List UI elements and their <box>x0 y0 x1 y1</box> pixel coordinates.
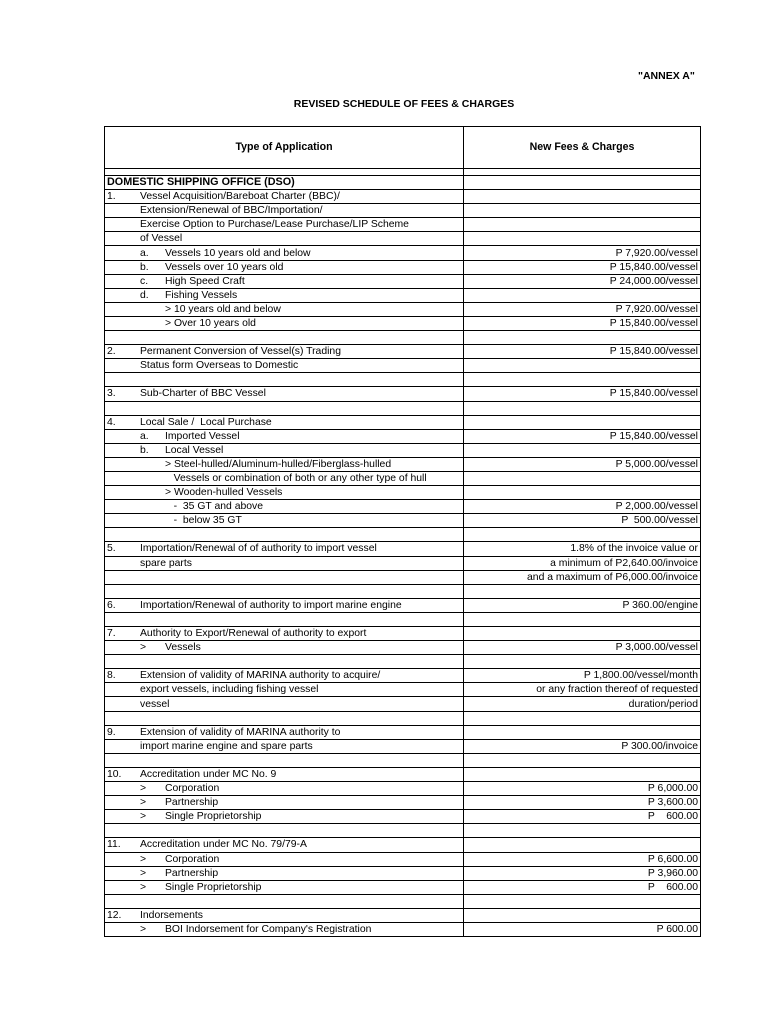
application-cell <box>105 500 464 514</box>
fee-cell <box>464 711 701 725</box>
table-row <box>105 302 701 316</box>
application-cell <box>105 556 464 570</box>
table-row <box>105 767 701 781</box>
table-row <box>105 655 701 669</box>
application-cell <box>105 753 464 767</box>
fee-cell <box>464 838 701 852</box>
table-row <box>105 810 701 824</box>
item-text: Extension of validity of MARINA authority to <box>140 726 341 738</box>
fee-cell <box>464 908 701 922</box>
spacer-row <box>105 169 701 176</box>
application-cell <box>105 894 464 908</box>
item-number: 5. <box>107 543 116 555</box>
fee-cell <box>464 204 701 218</box>
item-number: 3. <box>107 388 116 400</box>
table-row <box>105 415 701 429</box>
fee-cell: P 600.00 <box>464 810 701 824</box>
fee-cell <box>464 373 701 387</box>
item-text: spare parts <box>140 557 192 569</box>
item-text: > <box>140 811 147 823</box>
application-cell <box>105 443 464 457</box>
application-cell <box>105 359 464 373</box>
annex-label: "ANNEX A" <box>638 70 695 82</box>
fee-cell <box>464 528 701 542</box>
item-text: > <box>140 853 147 865</box>
item-text: Sub-Charter of BBC Vessel <box>140 388 266 400</box>
application-cell <box>105 204 464 218</box>
fee-cell <box>464 627 701 641</box>
application-cell <box>105 866 464 880</box>
sub-item-text: > Steel-hulled/Aluminum-hulled/Fiberglass-hulled <box>165 458 392 470</box>
table-row <box>105 584 701 598</box>
table-row <box>105 528 701 542</box>
application-cell <box>105 782 464 796</box>
table-row <box>105 204 701 218</box>
table-row <box>105 880 701 894</box>
application-cell <box>105 711 464 725</box>
application-cell <box>105 739 464 753</box>
fee-cell: P 2,000.00/vessel <box>464 500 701 514</box>
item-text: of Vessel <box>140 233 183 245</box>
application-cell <box>105 514 464 528</box>
table-row <box>105 316 701 330</box>
sub-item-text: > Over 10 years old <box>165 317 256 329</box>
section-row <box>105 176 701 190</box>
application-cell <box>105 429 464 443</box>
table-row <box>105 373 701 387</box>
application-cell <box>105 260 464 274</box>
application-cell <box>105 218 464 232</box>
application-cell <box>105 401 464 415</box>
sub-item-text: Single Proprietorship <box>165 811 262 823</box>
item-text: a. <box>140 247 149 259</box>
fee-cell: P 6,000.00 <box>464 782 701 796</box>
item-text: Accreditation under MC No. 79/79-A <box>140 839 307 851</box>
fee-cell: 1.8% of the invoice value or <box>464 542 701 556</box>
fee-cell: P 300.00/invoice <box>464 739 701 753</box>
table-row <box>105 542 701 556</box>
fee-cell <box>464 190 701 204</box>
table-row <box>105 443 701 457</box>
table-row <box>105 669 701 683</box>
table-row <box>105 866 701 880</box>
item-text: Status form Overseas to Domestic <box>140 360 299 372</box>
application-cell <box>105 641 464 655</box>
sub-item-text: Partnership <box>165 867 219 879</box>
table-row <box>105 500 701 514</box>
fee-cell <box>464 753 701 767</box>
sub-item-text: Vessels over 10 years old <box>165 261 284 273</box>
table-row <box>105 753 701 767</box>
fee-cell: P 15,840.00/vessel <box>464 316 701 330</box>
item-number: 1. <box>107 191 116 203</box>
application-cell <box>105 528 464 542</box>
item-number: 9. <box>107 726 116 738</box>
item-text: > <box>140 881 147 893</box>
application-cell <box>105 908 464 922</box>
application-cell <box>105 697 464 711</box>
sub-item-text: - below 35 GT <box>165 515 242 527</box>
fee-cell <box>464 767 701 781</box>
item-text: Authority to Export/Renewal of authority to export <box>140 628 367 640</box>
table-row <box>105 641 701 655</box>
sub-item-text: Fishing Vessels <box>165 289 238 301</box>
fee-cell: P 15,840.00/vessel <box>464 387 701 401</box>
fee-cell <box>464 725 701 739</box>
fee-cell: P 24,000.00/vessel <box>464 274 701 288</box>
fee-cell <box>464 471 701 485</box>
sub-item-text: - 35 GT and above <box>165 501 264 513</box>
fee-cell <box>464 415 701 429</box>
application-cell <box>105 345 464 359</box>
fee-cell <box>464 584 701 598</box>
fee-cell: P 15,840.00/vessel <box>464 429 701 443</box>
fee-cell: P 600.00 <box>464 880 701 894</box>
table-row <box>105 331 701 345</box>
sub-item-text: Partnership <box>165 797 219 809</box>
sub-item-text: > Wooden-hulled Vessels <box>165 487 283 499</box>
fee-cell: P 15,840.00/vessel <box>464 345 701 359</box>
application-cell <box>105 288 464 302</box>
application-cell <box>105 838 464 852</box>
table-row <box>105 218 701 232</box>
application-cell <box>105 852 464 866</box>
application-cell <box>105 246 464 260</box>
item-text: Local Sale / Local Purchase <box>140 416 272 428</box>
table-row <box>105 908 701 922</box>
fee-cell <box>464 824 701 838</box>
fee-cell: P 3,960.00 <box>464 866 701 880</box>
application-cell <box>105 274 464 288</box>
application-cell <box>105 655 464 669</box>
fee-cell <box>464 359 701 373</box>
table-row <box>105 782 701 796</box>
table-row <box>105 429 701 443</box>
fee-cell: P 3,600.00 <box>464 796 701 810</box>
fee-cell <box>464 486 701 500</box>
item-text: Extension/Renewal of BBC/Importation/ <box>140 205 323 217</box>
fee-cell <box>464 218 701 232</box>
item-text: Indorsements <box>140 909 203 921</box>
table-row <box>105 852 701 866</box>
table-row <box>105 190 701 204</box>
sub-item-text: Vessels <box>165 642 201 654</box>
application-cell <box>105 796 464 810</box>
sub-item-text: Corporation <box>165 783 220 795</box>
document-title: REVISED SCHEDULE OF FEES & CHARGES <box>293 98 515 110</box>
fee-cell <box>464 894 701 908</box>
item-text: Extension of validity of MARINA authority to acquire/ <box>140 670 381 682</box>
table-row <box>105 556 701 570</box>
application-cell <box>105 612 464 626</box>
item-text: Vessel Acquisition/Bareboat Charter (BBC)/ <box>140 191 340 203</box>
application-cell <box>105 627 464 641</box>
fee-cell <box>464 288 701 302</box>
item-text: b. <box>140 444 149 456</box>
application-cell <box>105 387 464 401</box>
table-row <box>105 922 701 936</box>
item-text: c. <box>140 275 149 287</box>
table-row <box>105 612 701 626</box>
table-row <box>105 894 701 908</box>
table-row <box>105 570 701 584</box>
fee-cell: P 360.00/engine <box>464 598 701 612</box>
table-row <box>105 598 701 612</box>
item-text: > <box>140 867 147 879</box>
item-text: > <box>140 642 147 654</box>
application-cell <box>105 669 464 683</box>
application-cell <box>105 486 464 500</box>
item-text: vessel <box>140 698 170 710</box>
fee-cell <box>464 331 701 345</box>
item-text: > <box>140 924 147 936</box>
item-text: Exercise Option to Purchase/Lease Purchase/LIP Scheme <box>140 219 409 231</box>
application-cell <box>105 767 464 781</box>
fee-cell <box>464 232 701 246</box>
table-row <box>105 387 701 401</box>
item-text: b. <box>140 261 149 273</box>
item-text: Permanent Conversion of Vessel(s) Trading <box>140 346 341 358</box>
application-cell <box>105 302 464 316</box>
fee-cell: P 1,800.00/vessel/month <box>464 669 701 683</box>
application-cell <box>105 457 464 471</box>
header-new-fees-charges: New Fees & Charges <box>464 127 701 169</box>
table-row <box>105 796 701 810</box>
sub-item-text: Single Proprietorship <box>165 881 262 893</box>
fee-cell: P 7,920.00/vessel <box>464 246 701 260</box>
table-row <box>105 725 701 739</box>
header-type-of-application: Type of Application <box>105 127 464 169</box>
table-row <box>105 260 701 274</box>
item-text: Importation/Renewal of authority to import marine engine <box>140 599 402 611</box>
application-cell <box>105 810 464 824</box>
fee-cell <box>464 612 701 626</box>
application-cell <box>105 316 464 330</box>
table-row <box>105 457 701 471</box>
table-row <box>105 683 701 697</box>
item-text: export vessels, including fishing vessel <box>140 684 319 696</box>
application-cell <box>105 824 464 838</box>
fee-cell <box>464 655 701 669</box>
application-cell <box>105 683 464 697</box>
table-row <box>105 401 701 415</box>
table-row <box>105 514 701 528</box>
item-text: Accreditation under MC No. 9 <box>140 768 277 780</box>
application-cell <box>105 331 464 345</box>
fee-cell: duration/period <box>464 697 701 711</box>
fees-table <box>104 126 701 937</box>
sub-item-text: Vessels 10 years old and below <box>165 247 311 259</box>
sub-item-text: Corporation <box>165 853 220 865</box>
item-number: 6. <box>107 599 116 611</box>
application-cell <box>105 598 464 612</box>
table-row <box>105 288 701 302</box>
item-number: 10. <box>107 768 122 780</box>
table-row <box>105 232 701 246</box>
fee-cell: P 600.00 <box>464 922 701 936</box>
table-header-row <box>105 127 701 169</box>
fee-cell: P 7,920.00/vessel <box>464 302 701 316</box>
table-row <box>105 711 701 725</box>
item-text: > <box>140 797 147 809</box>
fee-cell <box>464 443 701 457</box>
section-title: DOMESTIC SHIPPING OFFICE (DSO) <box>105 176 464 190</box>
item-text: import marine engine and spare parts <box>140 740 313 752</box>
application-cell <box>105 570 464 584</box>
table-row <box>105 246 701 260</box>
application-cell <box>105 542 464 556</box>
application-cell <box>105 471 464 485</box>
application-cell <box>105 922 464 936</box>
item-number: 8. <box>107 670 116 682</box>
application-cell <box>105 373 464 387</box>
item-text: a. <box>140 430 149 442</box>
table-row <box>105 627 701 641</box>
item-number: 7. <box>107 628 116 640</box>
fee-cell: or any fraction thereof of requested <box>464 683 701 697</box>
fee-cell: and a maximum of P6,000.00/invoice <box>464 570 701 584</box>
application-cell <box>105 232 464 246</box>
item-text: d. <box>140 289 149 301</box>
fee-cell: P 3,000.00/vessel <box>464 641 701 655</box>
table-row <box>105 486 701 500</box>
sub-item-text: Local Vessel <box>165 444 224 456</box>
table-row <box>105 359 701 373</box>
item-number: 12. <box>107 909 122 921</box>
application-cell <box>105 415 464 429</box>
fee-cell: P 500.00/vessel <box>464 514 701 528</box>
sub-item-text: Vessels or combination of both or any other type of hull <box>165 473 427 485</box>
application-cell <box>105 880 464 894</box>
fee-cell: P 15,840.00/vessel <box>464 260 701 274</box>
sub-item-text: Imported Vessel <box>165 430 240 442</box>
sub-item-text: > 10 years old and below <box>165 303 281 315</box>
application-cell <box>105 584 464 598</box>
item-number: 2. <box>107 346 116 358</box>
application-cell <box>105 725 464 739</box>
table-row <box>105 838 701 852</box>
table-row <box>105 471 701 485</box>
table-row <box>105 739 701 753</box>
fee-cell: a minimum of P2,640.00/invoice <box>464 556 701 570</box>
table-row <box>105 697 701 711</box>
table-row <box>105 274 701 288</box>
item-text: > <box>140 783 147 795</box>
fee-cell: P 6,600.00 <box>464 852 701 866</box>
application-cell <box>105 190 464 204</box>
fee-cell: P 5,000.00/vessel <box>464 457 701 471</box>
sub-item-text: BOI Indorsement for Company's Registration <box>165 924 372 936</box>
fee-cell <box>464 401 701 415</box>
item-number: 11. <box>107 839 121 851</box>
table-row <box>105 345 701 359</box>
table-row <box>105 824 701 838</box>
item-text: Importation/Renewal of of authority to import vessel <box>140 543 377 555</box>
item-number: 4. <box>107 416 116 428</box>
sub-item-text: High Speed Craft <box>165 275 245 287</box>
